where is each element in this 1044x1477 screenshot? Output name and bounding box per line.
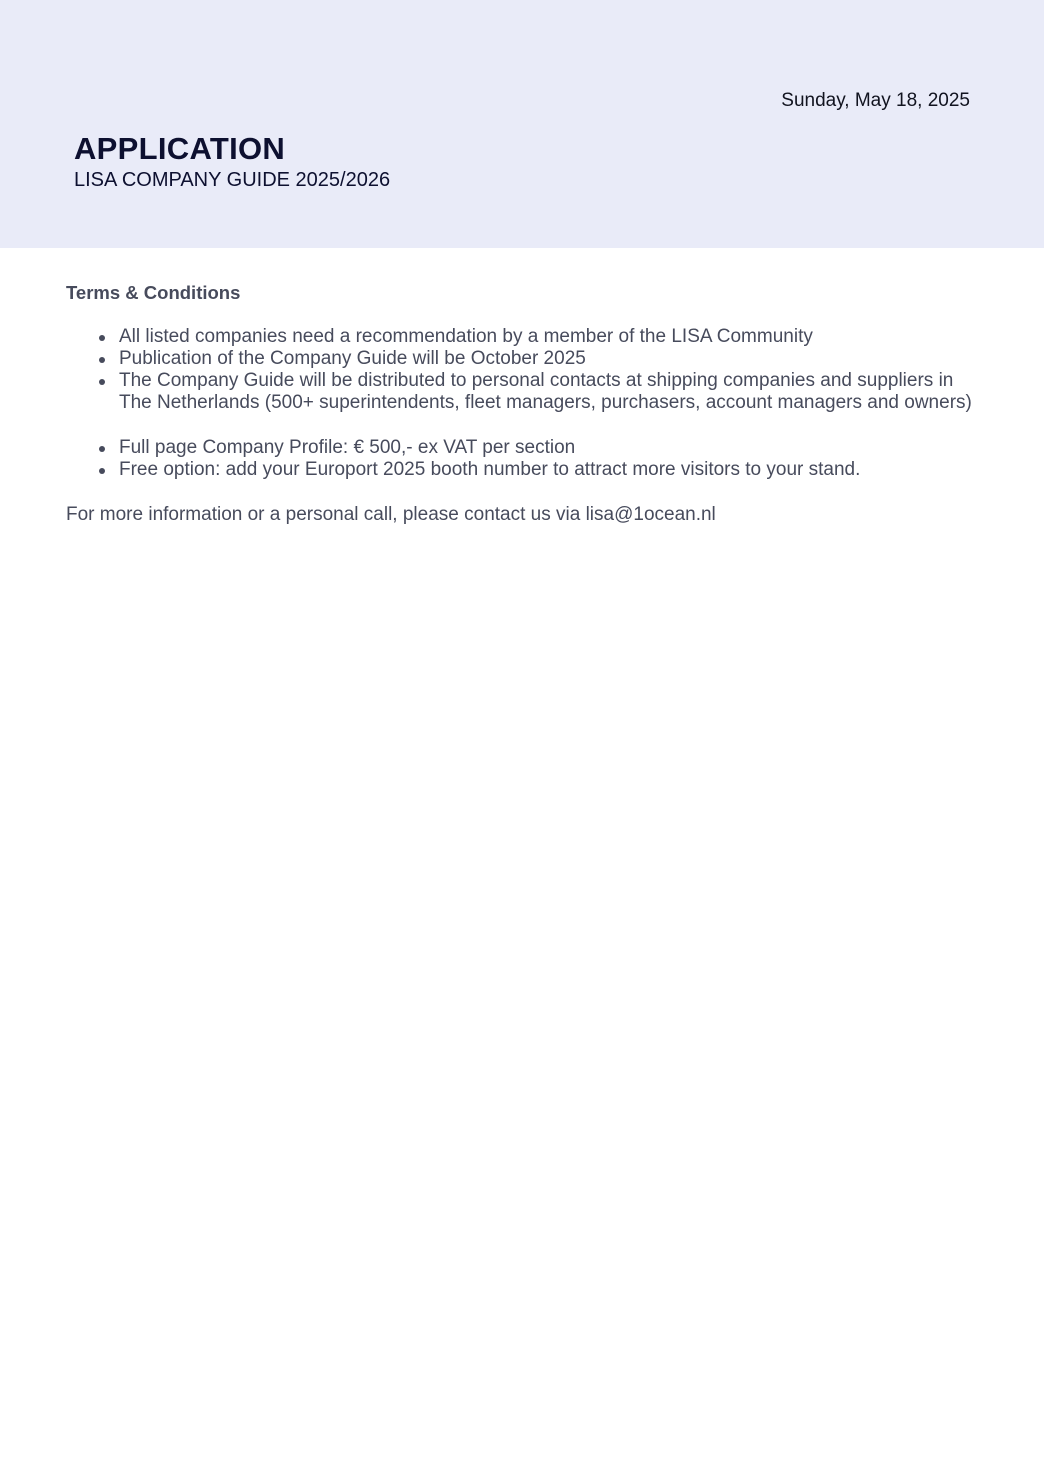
list-item — [119, 459, 976, 481]
bullet-icon — [99, 468, 105, 474]
list-item-text: All listed companies need a recommendation by a member of the LISA Community — [119, 326, 813, 347]
list-item-text: Publication of the Company Guide will be October 2025 — [119, 348, 586, 369]
bullet-icon — [99, 357, 105, 363]
bullet-icon — [99, 379, 105, 385]
document-date: Sunday, May 18, 2025 — [781, 90, 970, 111]
bullet-icon — [99, 335, 105, 341]
list-item — [119, 348, 976, 370]
list-item — [119, 326, 976, 348]
contact-line: For more information or a personal call, please contact us via lisa@1ocean.nl — [66, 504, 716, 525]
list-item — [119, 437, 976, 459]
terms-heading: Terms & Conditions — [66, 282, 241, 303]
page-title: APPLICATION — [74, 131, 286, 166]
header-banner — [0, 0, 1044, 248]
terms-section — [66, 282, 976, 526]
terms-list-pricing — [66, 437, 976, 481]
list-item-text: The Company Guide will be distributed to personal contacts at shipping companies and suppliers in The Netherlands (500+ superintendents, fleet managers, purchasers, account managers and owners) — [119, 370, 972, 413]
list-item-text: Free option: add your Europort 2025 booth number to attract more visitors to your stand. — [119, 459, 861, 480]
list-item — [119, 370, 976, 414]
terms-list-primary — [66, 326, 976, 414]
list-item-text: Full page Company Profile: € 500,- ex VAT per section — [119, 437, 576, 458]
page-subtitle: LISA COMPANY GUIDE 2025/2026 — [74, 169, 391, 191]
bullet-icon — [99, 446, 105, 452]
